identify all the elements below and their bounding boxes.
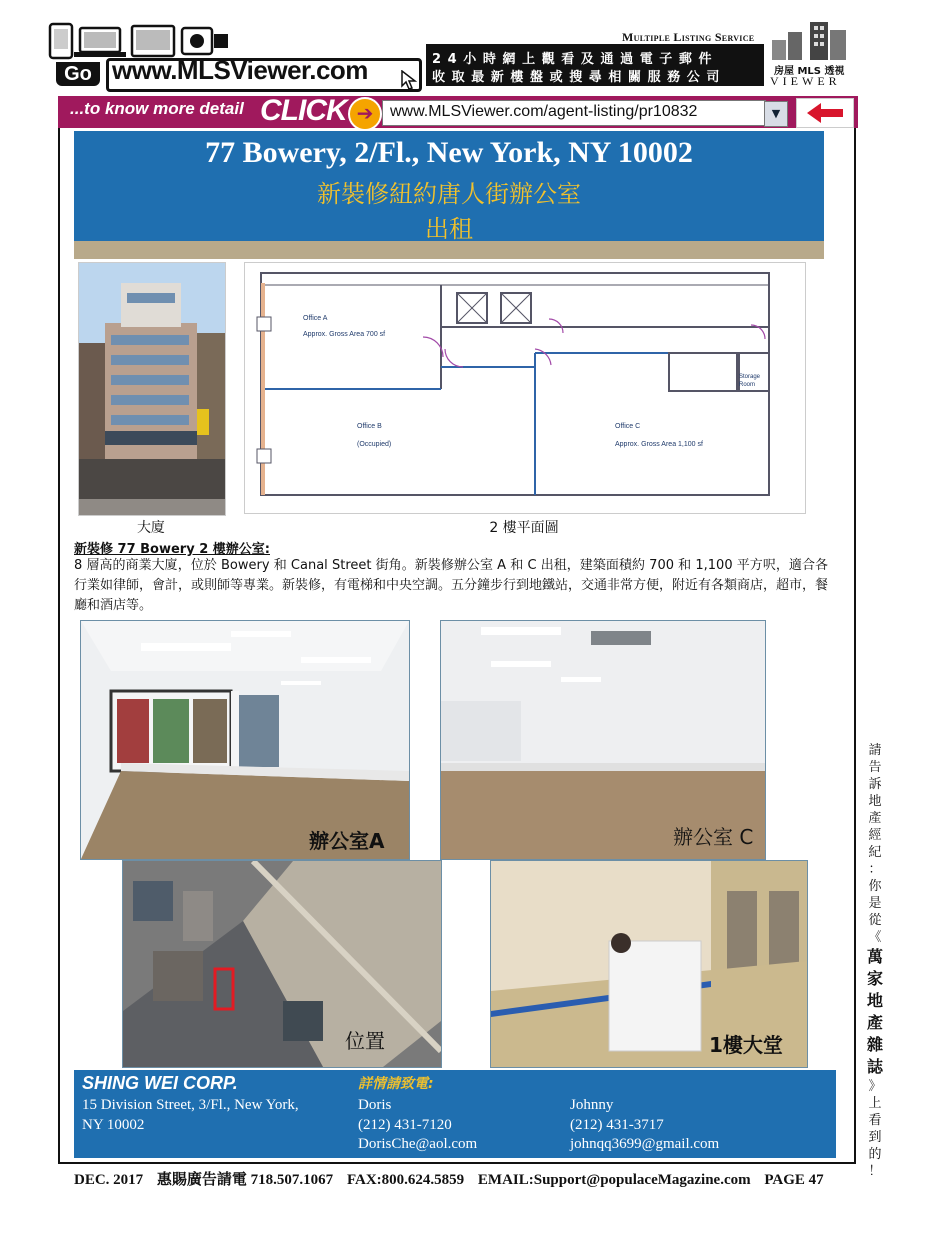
agent-doris-email[interactable]: DorisChe@aol.com [358,1136,478,1152]
agent-johnny-phone[interactable]: (212) 431-3717 [570,1117,664,1133]
plan-office-b-status: (Occupied) [357,441,392,448]
device-icons [48,20,238,60]
company-address-line2: NY 10002 [82,1117,145,1133]
chinese-tagline-line2: 收取最新樓盤或搜尋相關服務公司 [432,70,727,85]
listing-status: 出租 [425,215,473,243]
plan-office-a-area: Approx. Gross Area 700 sf [303,331,386,338]
go-badge: Go [56,62,100,86]
listing-url-text[interactable]: www.MLSViewer.com/agent-listing/pr10832 [390,103,698,120]
footer-date: DEC. 2017 [74,1172,144,1188]
office-a-photo [80,620,410,860]
plan-office-c-area: Approx. Gross Area 1,100 sf [615,441,703,448]
plan-storage-room: Storage Room [739,374,761,388]
footer-fax: FAX:800.624.5859 [346,1172,465,1188]
click-word[interactable]: CLICK [260,94,347,127]
header [48,20,858,86]
chevron-down-icon[interactable]: ▼ [764,101,788,127]
footer-page: PAGE 47 [764,1172,824,1188]
click-bar-label: ...to know more detail [70,99,244,118]
building-photo [78,262,226,516]
description-body: 8 層高的商業大廈，位於 Bowery 和 Canal Street 街角。新裝修辦公室 A 和 C 出租，建築面積約 700 和 1,100 平方呎，適合各行業如律師，會計，或則師等專業。新裝修，有電梯和中央空調。五分鐘步行到地鐵站，交通非常方便，附近有各類商店，超市，餐廳和酒店等。 [74,558,829,613]
inquire-label: 詳情請致電: [358,1076,434,1092]
office-c-caption: 辦公室 C [673,825,754,849]
footer-ad-phone: 惠賜廣告請電 718.507.1067 [156,1172,334,1188]
company-name: SHING WEI CORP. [82,1073,238,1093]
listing-address: 77 Bowery, 2/Fl., New York, NY 10002 [205,136,693,169]
site-url[interactable]: www.MLSViewer.com [112,55,368,85]
agent-doris-name: Doris [358,1097,392,1113]
listing-subtitle: 新裝修紐約唐人街辦公室 [317,180,581,208]
agent-doris-phone[interactable]: (212) 431-7120 [358,1117,452,1133]
floor-plan-caption: 2 樓平面圖 [489,520,559,536]
mls-title: Multiple Listing Service [622,30,755,44]
side-vertical-text: 請 告 訴 地 產 經 紀 ： 你 是 從 《 萬 家 地 產 雜 誌 》 上 看 到 的 ！ [866,743,883,1179]
chinese-tagline-line1: 24小時網上觀看及通過電子郵件 [432,52,719,67]
company-address-line1: 15 Division Street, 3/Fl., New York, [82,1097,299,1113]
office-a-caption: 辦公室A [309,829,385,853]
location-caption: 位置 [345,1029,385,1053]
plan-office-b: Office B [357,423,382,430]
location-photo [122,860,442,1068]
cursor-icon [400,70,418,90]
agent-johnny-name: Johnny [570,1097,614,1113]
back-arrow-icon [797,99,853,127]
plan-office-c: Office C [615,423,641,430]
building-caption: 大廈 [137,520,165,536]
lobby-caption: 1樓大堂 [709,1033,783,1057]
logo-chinese-text: 房屋 MLS 透視 [774,66,845,77]
footer [74,1168,854,1189]
floor-plan [244,262,806,514]
logo-viewer-text: VIEWER [770,74,841,88]
office-c-photo [440,620,766,860]
lobby-photo [490,860,808,1068]
back-arrow-button[interactable] [796,98,854,128]
footer-email[interactable]: EMAIL:Support@populaceMagazine.com [477,1172,751,1188]
description-heading: 新裝修 77 Bowery 2 樓辦公室: [74,542,270,557]
agent-johnny-email[interactable]: johnqq3699@gmail.com [570,1136,720,1152]
arrow-right-icon[interactable]: ➔ [348,97,382,131]
plan-office-a: Office A [303,315,328,322]
